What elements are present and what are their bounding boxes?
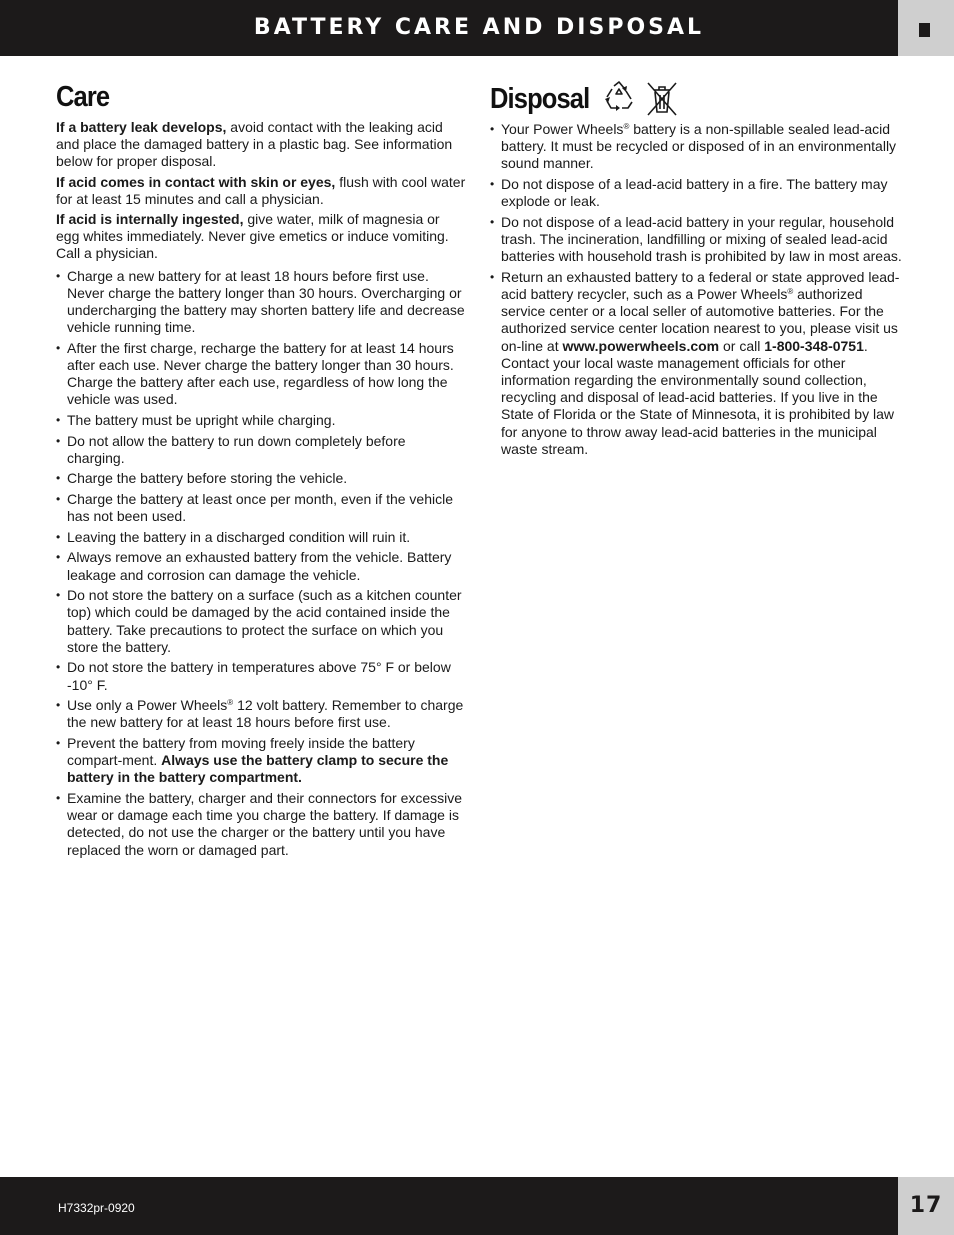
list-item: • Your Power Wheels® battery is a non-spillable sealed lead-acid battery. It must be recycled or disposed of in an environmentally sound manner. (490, 121, 904, 173)
document-code: H7332pr-0920 (58, 1201, 135, 1215)
list-item: • Charge a new battery for at least 18 hours before first use. Never charge the battery longer than 30 hours. Overcharging or undercharging the battery may shorten battery life and decrease vehicle running time. (56, 268, 466, 337)
disposal-heading: Disposal (490, 83, 590, 115)
care-bullet-list (56, 268, 466, 859)
list-item: • The battery must be upright while charging. (56, 412, 466, 429)
list-item: • Examine the battery, charger and their connectors for excessive wear or damage each time you charge the battery. If damage is detected, do not use the charger or the battery until you have replaced the worn or damaged part. (56, 790, 466, 859)
list-item: • Always remove an exhausted battery from the vehicle. Battery leakage and corrosion can damage the vehicle. (56, 549, 466, 583)
list-item: • Do not dispose of a lead-acid battery in your regular, household trash. The incineration, landfilling or mixing of sealed lead-acid batteries with household trash is prohibited by law in most areas. (490, 214, 904, 266)
disposal-header (490, 80, 904, 118)
list-item: • Do not dispose of a lead-acid battery in a fire. The battery may explode or leak. (490, 176, 904, 210)
list-item: • Return an exhausted battery to a federal or state approved lead-acid battery recycler, such as a Power Wheels® authorized service center or a local seller of automotive batteries. For the authorized service center location nearest to you, please visit us on-line at www.powerwheels.com or call 1-800-348-0751. Contact your local waste management officials for other information regarding the environmentally sound collection, recycling and disposal of lead-acid batteries. If you live in the State of Florida or the State of Minnesota, it is prohibited by law for anyone to throw away lead-acid batteries in the municipal waste stream. (490, 269, 904, 458)
disposal-column (490, 80, 904, 461)
list-item: • Charge the battery before storing the vehicle. (56, 470, 466, 487)
tab-marker (919, 23, 930, 37)
footer-bar (0, 1177, 898, 1235)
list-item: • After the first charge, recharge the battery for at least 14 hours after each use. Never charge the battery longer than 30 hours. Charge the battery after each use, regardless of how long the vehicle was used. (56, 340, 466, 409)
care-column (56, 80, 466, 862)
care-paragraph-leak: If a battery leak develops, avoid contact with the leaking acid and place the damaged battery in a plastic bag. See information below for proper disposal. (56, 119, 453, 170)
phone-number: 1-800-348-0751 (764, 337, 864, 354)
care-paragraph-ingested: If acid is internally ingested, give water, milk of magnesia or egg whites immediately. Never give emetics or induce vomiting. Call a physician. (56, 211, 449, 262)
disposal-icons (601, 80, 679, 118)
list-item: • Use only a Power Wheels® 12 volt battery. Remember to charge the new battery for at least 18 hours before first use. (56, 697, 466, 731)
list-item: • Do not allow the battery to run down completely before charging. (56, 433, 466, 467)
crossed-out-bin-icon (645, 80, 679, 118)
list-item: • Charge the battery at least once per month, even if the vehicle has not been used. (56, 491, 466, 525)
list-item: • Leaving the battery in a discharged condition will ruin it. (56, 529, 466, 546)
section-tab (898, 0, 954, 56)
list-item: • Prevent the battery from moving freely inside the battery compart-ment. Always use the battery clamp to secure the battery in the battery compartment. (56, 735, 466, 787)
page-number-tab (898, 1177, 954, 1235)
care-heading: Care (56, 81, 110, 113)
list-item: • Do not store the battery in temperatures above 75° F or below -10° F. (56, 659, 466, 693)
recycle-icon (601, 80, 637, 114)
website-link[interactable]: www.powerwheels.com (562, 337, 720, 354)
header-bar (0, 0, 898, 56)
list-item: • Do not store the battery on a surface (such as a kitchen counter top) which could be damaged by the acid contained inside the battery. Take precautions to protect the surface on which you store the battery. (56, 587, 466, 656)
care-paragraph-skin: If acid comes in contact with skin or eyes, flush with cool water for at least 15 minutes and call a physician. (56, 173, 466, 207)
page-number: 17 (909, 1193, 943, 1218)
disposal-bullet-list (490, 121, 904, 458)
section-title: BATTERY CARE AND DISPOSAL (253, 15, 705, 40)
